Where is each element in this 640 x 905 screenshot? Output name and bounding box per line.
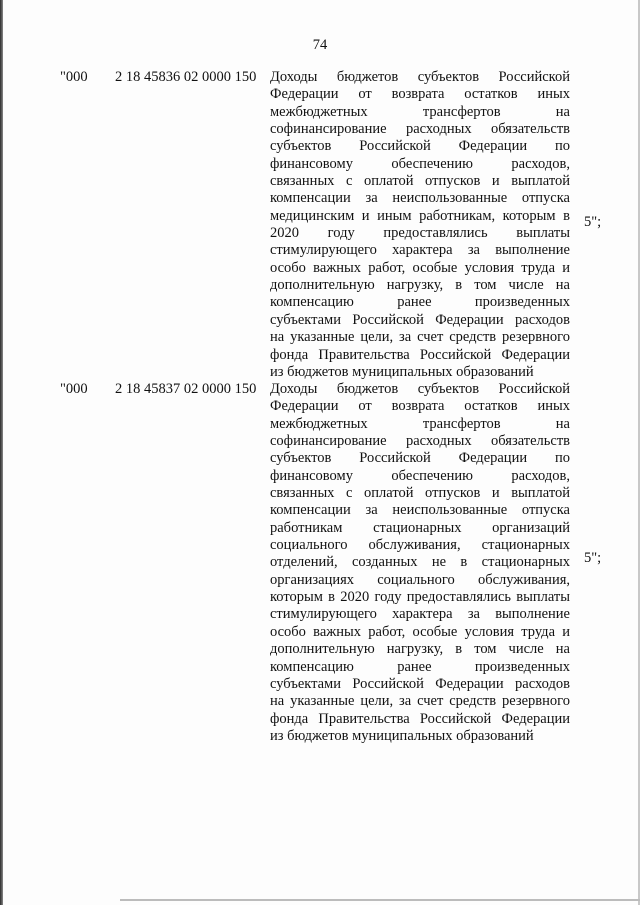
description-line: из бюджетов муниципальных образований: [270, 363, 534, 380]
description-line: субъектов Российской Федерации по: [270, 450, 570, 467]
entry-description: [270, 69, 570, 381]
entry-prefix: "000: [60, 381, 88, 397]
description-line: медицинским и иным работникам, которым в: [270, 207, 570, 224]
page-number: 74: [312, 37, 328, 53]
description-line: Федерации от возврата остатков иных: [270, 398, 570, 415]
description-line: особо важных работ, особые условия труда и: [270, 623, 570, 640]
entry-prefix: "000: [60, 69, 88, 85]
description-line: особо важных работ, особые условия труда и: [270, 259, 570, 276]
description-line: фонда Правительства Российской Федерации: [270, 710, 570, 727]
description-line: компенсацию ранее произведенных: [270, 658, 570, 675]
description-line: отделений, созданных не в стационарных: [270, 554, 570, 571]
description-line: компенсацию ранее произведенных: [270, 294, 570, 311]
entry-suffix: 5";: [584, 550, 602, 566]
description-line: финансовому обеспечению расходов,: [270, 155, 570, 172]
description-line: межбюджетных трансфертов на: [270, 103, 570, 120]
description-line: Федерации от возврата остатков иных: [270, 86, 570, 103]
description-line: дополнительную нагрузку, в том числе на: [270, 641, 570, 658]
description-line: софинансирование расходных обязательств: [270, 433, 570, 450]
entry-suffix: 5";: [584, 214, 602, 230]
description-line: компенсации за неиспользованные отпуска: [270, 190, 570, 207]
scan-left-edge: [0, 0, 3, 905]
description-line: дополнительную нагрузку, в том числе на: [270, 277, 570, 294]
description-line: связанных с оплатой отпусков и выплатой: [270, 173, 570, 190]
description-line: Доходы бюджетов субъектов Российской: [270, 381, 570, 397]
description-line: на указанные цели, за счет средств резервного: [270, 693, 570, 710]
description-line: социального обслуживания, стационарных: [270, 537, 570, 554]
description-line: которым в 2020 году предоставлялись выплаты: [270, 589, 570, 606]
description-line: организациях социального обслуживания,: [270, 571, 570, 588]
budget-classification-code: 2 18 45836 02 0000 150: [115, 69, 257, 85]
scan-bottom-mark: [120, 899, 640, 901]
entry-description: [270, 381, 570, 745]
description-line: из бюджетов муниципальных образований: [270, 727, 534, 744]
description-line: 2020 году предоставлялись выплаты: [270, 225, 570, 242]
description-line: на указанные цели, за счет средств резервного: [270, 329, 570, 346]
budget-classification-code: 2 18 45837 02 0000 150: [115, 381, 257, 397]
description-line: софинансирование расходных обязательств: [270, 121, 570, 138]
description-line: компенсации за неиспользованные отпуска: [270, 502, 570, 519]
description-line: субъектов Российской Федерации по: [270, 138, 570, 155]
description-line: субъектами Российской Федерации расходов: [270, 311, 570, 328]
description-line: финансовому обеспечению расходов,: [270, 467, 570, 484]
description-line: субъектами Российской Федерации расходов: [270, 675, 570, 692]
description-line: межбюджетных трансфертов на: [270, 415, 570, 432]
description-line: Доходы бюджетов субъектов Российской: [270, 69, 570, 85]
description-line: стимулирующего характера за выполнение: [270, 242, 570, 259]
description-line: стимулирующего характера за выполнение: [270, 606, 570, 623]
description-line: работникам стационарных организаций: [270, 519, 570, 536]
description-line: фонда Правительства Российской Федерации: [270, 346, 570, 363]
description-line: связанных с оплатой отпусков и выплатой: [270, 485, 570, 502]
